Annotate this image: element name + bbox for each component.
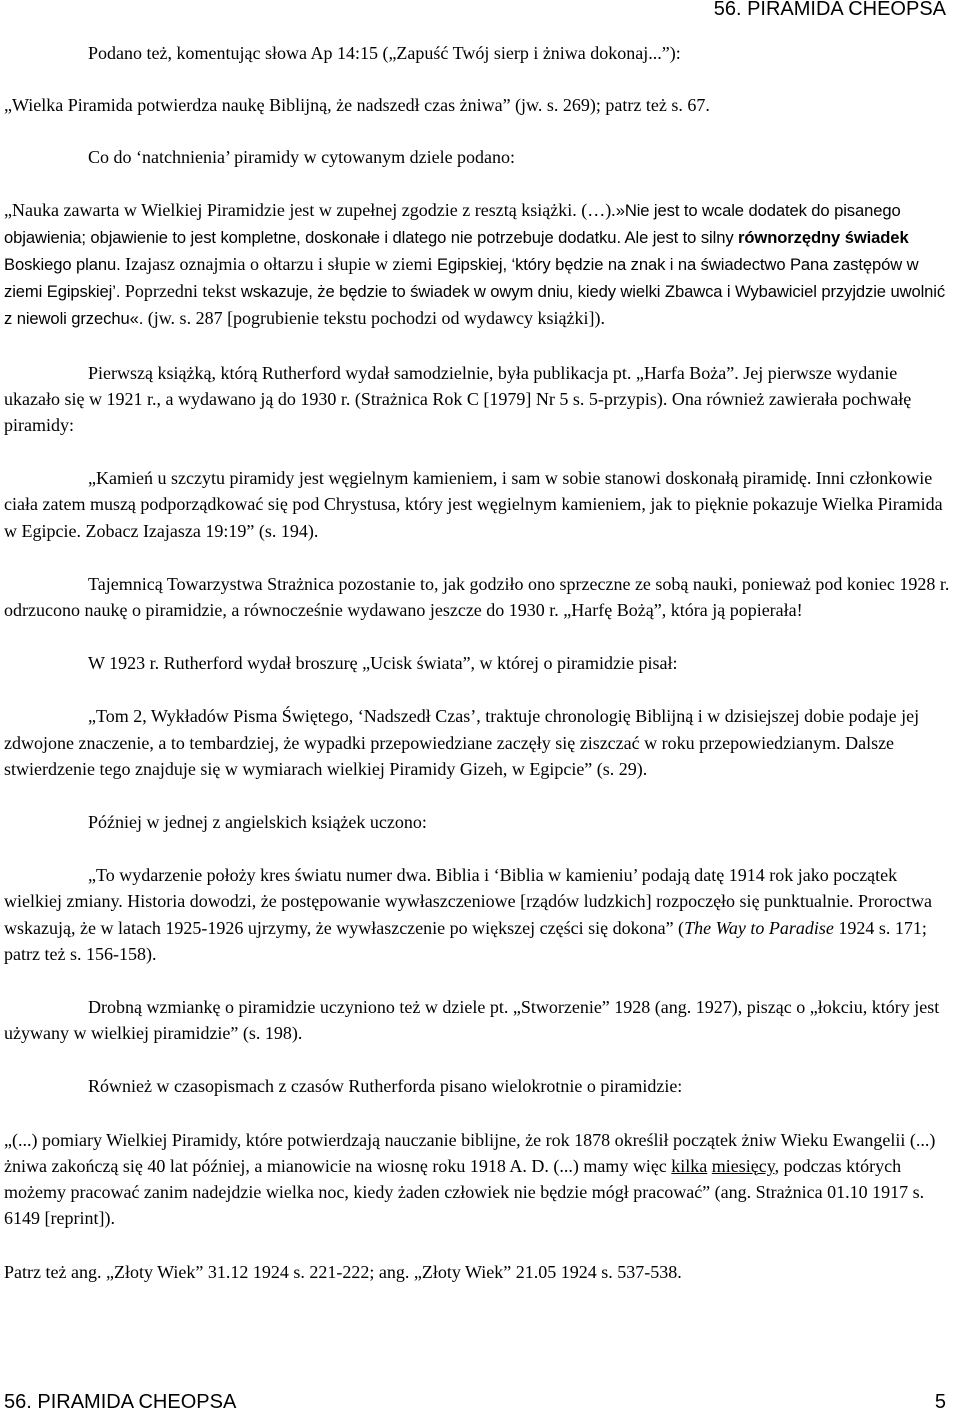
quote-text: Izajasz oznajmia o ołtarzu i słupie w ziemi bbox=[120, 254, 437, 275]
quote-paragraph bbox=[4, 1127, 956, 1232]
bold-text: równorzędny świadek bbox=[738, 227, 909, 247]
paragraph: W 1923 r. Rutherford wydał broszurę „Ucisk świata”, w której o piramidzie pisał: bbox=[88, 653, 678, 674]
quote-text: Poprzedni tekst bbox=[120, 281, 241, 302]
paragraph: Podano też, komentując słowa Ap 14:15 („Zapuść Twój sierp i żniwa dokonaj...”): bbox=[88, 43, 681, 63]
quote-text: (jw. s. 287 [pogrubienie tekstu pochodzi od wydawcy książki]). bbox=[143, 308, 605, 329]
quote-text: „To wydarzenie położy kres światu numer dwa. Biblia i ‘Biblia w kamieniu’ podają datę 1914 rok jako początek wielkiej zmiany. Historia dowodzi, że postępowanie wywłaszczeniowe [rządów ludzkich] rozpoczęło się punktualnie. Proroctwa wskazują, że w latach 1925-1926 ujrzymy, że wywłaszczenie po większej części się dokona” ( bbox=[4, 865, 933, 938]
paragraph: Później w jednej z angielskich książek uczono: bbox=[88, 812, 427, 833]
quote-text: Boskiego planu. bbox=[4, 255, 121, 275]
paragraph: Tajemnicą Towarzystwa Strażnica pozostanie to, jak godziło ono sprzeczne ze sobą nauki, ponieważ pod koniec 1928 r. odrzucono naukę o piramidzie, a równocześnie wydawano jeszcze do 1930 r. „Harfę Bożą”, która ją popierała! bbox=[4, 573, 950, 621]
document-body bbox=[4, 40, 956, 1285]
italic-title: The Way to Paradise bbox=[684, 917, 834, 938]
underlined-text: kilka bbox=[671, 1155, 708, 1176]
paragraph: Również w czasopismach z czasów Rutherforda pisano wielokrotnie o piramidzie: bbox=[88, 1076, 683, 1097]
page-header-title: 56. PIRAMIDA CHEOPSA bbox=[713, 0, 946, 20]
quote-text: »Nie jest to wcale dodatek do pisanego objawienia; objawienie to jest kompletne, doskonałe i dlatego nie potrzebuje dodatku. Ale jest to silny bbox=[4, 200, 901, 247]
quote-text: „Nauka zawarta w Wielkiej Piramidzie jest w zupełnej zgodzie z resztą książki. (…). bbox=[4, 199, 616, 220]
page-number: 5 bbox=[934, 1391, 946, 1413]
quote-paragraph bbox=[4, 862, 956, 967]
quote-paragraph: „Wielka Piramida potwierdza naukę Biblijną, że nadszedł czas żniwa” (jw. s. 269); patrz też s. 67. bbox=[4, 95, 710, 116]
paragraph-text: Ona również zawierała pochwałę piramidy: bbox=[4, 388, 912, 436]
quote-paragraph: „Kamień u szczytu piramidy jest węgielnym kamieniem, i sam w sobie stanowi doskonałą piramidę. Inni członkowie ciała zatem muszą podporządkować się pod Chrystusa, który jest węgielnym kamieniem, jak to pięknie pokazuje Wielka Piramida w Egipcie. Zobacz Izajasza 19:19” (s. 194). bbox=[4, 468, 943, 541]
quote-paragraph bbox=[4, 197, 956, 333]
quote-text: Egipskiej, ‘który będzie na znak i na świadectwo Pana zastępów w ziemi Egipskiej’. bbox=[4, 255, 919, 302]
quote-text: wskazuje, że będzie to świadek w owym dniu, kiedy wielki Zbawca i Wybawiciel przyjdzie uwolnić z niewoli grzechu«. bbox=[4, 282, 946, 329]
underlined-text: miesięcy bbox=[711, 1155, 775, 1176]
paragraph: Co do ‘natchnienia’ piramidy w cytowanym dziele podano: bbox=[88, 147, 516, 168]
quote-paragraph: „Tom 2, Wykładów Pisma Świętego, ‘Nadszedł Czas’, traktuje chronologię Biblijną i w dzisiejszej dobie podaje jej zdwojone znaczenie, a to tembardziej, że wypadki przepowiedziane zaczęły się ziszczać w roku przepowiedzianym. Dalsze stwierdzenie tego znajduje się w wymiarach wielkiej Piramidy Gizeh, w Egipcie” (s. 29). bbox=[4, 706, 920, 779]
paragraph bbox=[4, 360, 956, 439]
reference-paragraph: Patrz też ang. „Złoty Wiek” 31.12 1924 s. 221-222; ang. „Złoty Wiek” 21.05 1924 s. 537-538. bbox=[4, 1261, 682, 1282]
page-footer-chapter: 56. PIRAMIDA CHEOPSA bbox=[4, 1391, 237, 1413]
paragraph-text: Pierwszą książką, którą Rutherford wydał samodzielnie, była publikacja pt. „Harfa Boża”. Jej pierwsze wydanie ukazało się w 1921 r., a wydawano ją do 1930 r. (Strażnica Rok C [1979] Nr 5 s. 5-przypis). bbox=[4, 362, 898, 409]
quote-text: „(...) pomiary Wielkiej Piramidy, które potwierdzają nauczanie biblijne, że rok 1878 określił początek żniw Wieku Ewangelii (...) żniwa zakończą się 40 lat później, a mianowicie na wiosnę roku 1918 A. D. (...) mamy więc bbox=[4, 1129, 936, 1176]
quote-text: , podczas których możemy pracować zanim nadejdzie wielka noc, kiedy żaden człowiek nie będzie mógł pracować” (ang. Strażnica 01.10 1917 s. 6149 [reprint]). bbox=[4, 1155, 925, 1229]
paragraph: Drobną wzmiankę o piramidzie uczyniono też w dziele pt. „Stworzenie” 1928 (ang. 1927), pisząc o „łokciu, który jest używany w wielkiej piramidzie” (s. 198). bbox=[4, 997, 940, 1044]
quote-text: 1924 s. 171; patrz też s. 156-158). bbox=[4, 917, 927, 964]
